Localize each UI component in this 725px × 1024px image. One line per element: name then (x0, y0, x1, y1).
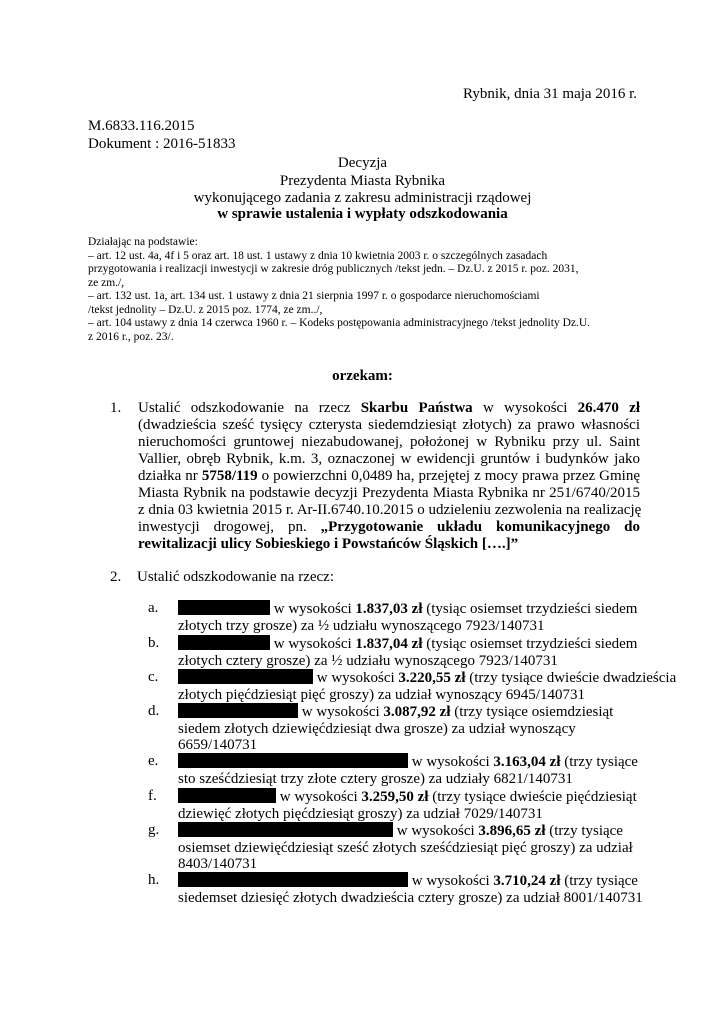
entry-amount: 1.837,04 zł (355, 636, 423, 652)
body-text: w wysokości (408, 873, 494, 889)
entry-letter: c. (148, 669, 159, 685)
body-text: w wysokości (276, 789, 362, 805)
body-text: nieruchomości gruntowej niezabudowanej, położonej w Rybniku przy ul. Saint (138, 434, 640, 450)
place-date: Rybnik, dnia 31 maja 2016 r. (463, 86, 637, 102)
emphasis-text: rewitalizacji ulicy Sobieskiego i Powstańców Śląskich [….]” (138, 536, 519, 552)
legal-basis-line: z 2016 r., poz. 23/. (88, 330, 174, 343)
item-1-line (138, 502, 640, 519)
redacted-name (178, 753, 408, 768)
emphasis-text: 26.470 zł (577, 400, 641, 416)
body-text: w wysokości (270, 601, 356, 617)
entry-line: 8403/140731 (178, 856, 258, 872)
entry-line: siedem złotych dziewięćdziesiąt dwa grosze) za udział wynoszący (178, 720, 576, 737)
entry-amount: 3.259,50 zł (361, 789, 429, 805)
legal-basis-line: – art. 104 ustawy z dnia 14 czerwca 1960 r. – Kodeks postępowania administracyjnego /tekst jednolity Dz.U. (88, 317, 591, 329)
entry-amount: 3.220,55 zł (398, 670, 466, 686)
entry-line: złotych pięćdziesiąt pięć groszy) za udział wynoszący 6945/140731 (178, 686, 585, 703)
title-line-4: w sprawie ustalenia i wypłaty odszkodowania (217, 206, 508, 222)
entry-line (178, 669, 677, 687)
entry-amount: 3.896,65 zł (478, 823, 546, 839)
body-text: (trzy tysiące dwieście dwadzieścia (465, 670, 677, 686)
title-line-1: Decyzja (337, 155, 388, 171)
legal-basis (88, 236, 648, 344)
legal-basis-line: – art. 132 ust. 1a, art. 134 ust. 1 ustawy z dnia 21 sierpnia 1997 r. o gospodarce nieruchomościami (88, 290, 540, 302)
title-line-2: Prezydenta Miasta Rybnika (279, 173, 446, 189)
entry-line: złotych cztery grosze) za ½ udziału wynoszącego 7923/140731 (178, 652, 558, 669)
item-1-line (138, 519, 640, 536)
entry-line: dziewięć złotych pięćdziesiąt groszy) za udział 7029/140731 (178, 805, 543, 822)
body-text: Miasta Rybnik na podstawie decyzji Prezydenta Miasta Rybnika nr 251/6740/2015 (138, 485, 640, 501)
entry-line: osiemset dziewięćdziesiąt sześć złotych sześćdziesiąt pięć groszy) za udział (178, 839, 633, 856)
entry-amount: 3.163,04 zł (493, 754, 561, 770)
entry-line: siedemset dziesięć złotych dwadzieścia cztery grosze) za udział 8001/140731 (178, 889, 643, 906)
legal-basis-line: ze zm./, (88, 276, 125, 289)
body-text: z dnia 03 kwietnia 2015 r. Ar-II.6740.10.2015 o udzieleniu zezwolenia na realizację (138, 502, 642, 518)
entry-line (178, 788, 640, 806)
case-number: M.6833.116.2015 (88, 118, 195, 134)
entry-letter: b. (148, 635, 160, 651)
document-number: Dokument : 2016-51833 (88, 136, 236, 152)
decision-heading: orzekam: (332, 368, 393, 384)
entry-letter: g. (148, 822, 160, 838)
redacted-name (178, 669, 313, 684)
entry-text (178, 788, 640, 822)
item-1-line (138, 417, 640, 434)
item-number: 2. (110, 569, 122, 585)
body-text: w wysokości (313, 670, 399, 686)
redacted-name (178, 635, 270, 650)
entry-line: złotych trzy grosze) za ½ udziału wynoszącego 7923/140731 (178, 617, 545, 634)
body-text: (trzy tysiące osiemdziesiąt (450, 704, 614, 720)
body-text: działka nr (138, 468, 202, 484)
body-text: w wysokości (393, 823, 479, 839)
entry-text (178, 635, 640, 669)
title-line-3: wykonującego zadania z zakresu administracji rządowej (193, 190, 532, 206)
entry-letter: f. (148, 788, 157, 804)
item-1-line (138, 400, 640, 417)
redacted-name (178, 788, 276, 803)
entry-letter: d. (148, 703, 160, 719)
entry-letter: a. (148, 600, 159, 616)
body-text: (trzy tysiące (560, 873, 638, 889)
item-1-line (138, 434, 640, 451)
entry-letter: e. (148, 753, 159, 769)
item-1-line (138, 485, 640, 502)
redacted-name (178, 703, 298, 718)
item-number: 1. (110, 400, 122, 416)
legal-basis-line: przygotowania i realizacji inwestycji w zakresie dróg publicznych /tekst jedn. – Dz.U. z 2015 r. poz. 2031, (88, 263, 579, 275)
redacted-name (178, 872, 408, 887)
entry-amount: 1.837,03 zł (355, 601, 423, 617)
decision-item-2 (110, 569, 334, 586)
body-text: (trzy tysiące (560, 754, 638, 770)
body-text: inwestycji drogowej, pn. (138, 519, 321, 535)
body-text: (tysiąc osiemset trzydzieści siedem (422, 601, 638, 617)
item-1-line (138, 468, 640, 485)
item-1-line (138, 451, 640, 468)
body-text: (tysiąc osiemset trzydzieści siedem (422, 636, 638, 652)
entry-text (178, 600, 640, 634)
body-text: o powierzchni 0,0489 ha, przejętej z mocy prawa przez Gminę (257, 468, 640, 484)
entry-line (178, 703, 640, 721)
body-text: Vallier, obręb Rybnik, k.m. 3, oznaczonej w ewidencji gruntów i budynków jako (138, 451, 640, 467)
entry-line (178, 822, 640, 840)
entry-text (178, 669, 677, 703)
body-text: w wysokości (298, 704, 384, 720)
item-1-body (138, 400, 640, 553)
legal-basis-intro: Działając na podstawie: (88, 236, 198, 248)
legal-basis-line: – art. 12 ust. 4a, 4f i 5 oraz art. 18 ust. 1 ustawy z dnia 10 kwietnia 2003 r. o szczególnych zasadach (88, 249, 548, 262)
entry-line (178, 635, 640, 653)
entry-text (178, 753, 640, 787)
entry-letter: h. (148, 872, 160, 888)
entry-text (178, 703, 640, 754)
entry-text (178, 872, 643, 906)
legal-basis-line: /tekst jednolity – Dz.U. z 2015 poz. 1774, ze zm../, (88, 303, 323, 316)
entry-amount: 3.087,92 zł (383, 704, 451, 720)
entry-amount: 3.710,24 zł (493, 873, 561, 889)
emphasis-text: „Przygotowanie układu komunikacyjnego do (320, 519, 640, 535)
entry-line (178, 753, 640, 771)
redacted-name (178, 600, 270, 615)
emphasis-text: Skarbu Państwa (360, 400, 473, 416)
item-1-line (138, 536, 640, 553)
item-2-text: Ustalić odszkodowanie na rzecz: (137, 569, 334, 585)
entry-line: sto sześćdziesiąt trzy złote cztery grosze) za udziały 6821/140731 (178, 770, 573, 787)
entry-text (178, 822, 640, 873)
entry-line (178, 872, 640, 890)
redacted-name (178, 822, 393, 837)
body-text: (trzy tysiące (545, 823, 623, 839)
body-text: w wysokości (270, 636, 356, 652)
body-text: (trzy tysiące dwieście pięćdziesiąt (428, 789, 637, 805)
entry-line (178, 600, 640, 618)
body-text: (dwadzieścia sześć tysięcy czterysta siedemdziesiąt złotych) za prawo własności (138, 417, 640, 433)
entry-line: 6659/140731 (178, 737, 258, 753)
body-text: w wysokości (472, 400, 578, 416)
body-text: w wysokości (408, 754, 494, 770)
body-text: Ustalić odszkodowanie na rzecz (138, 400, 361, 416)
emphasis-text: 5758/119 (201, 468, 258, 484)
